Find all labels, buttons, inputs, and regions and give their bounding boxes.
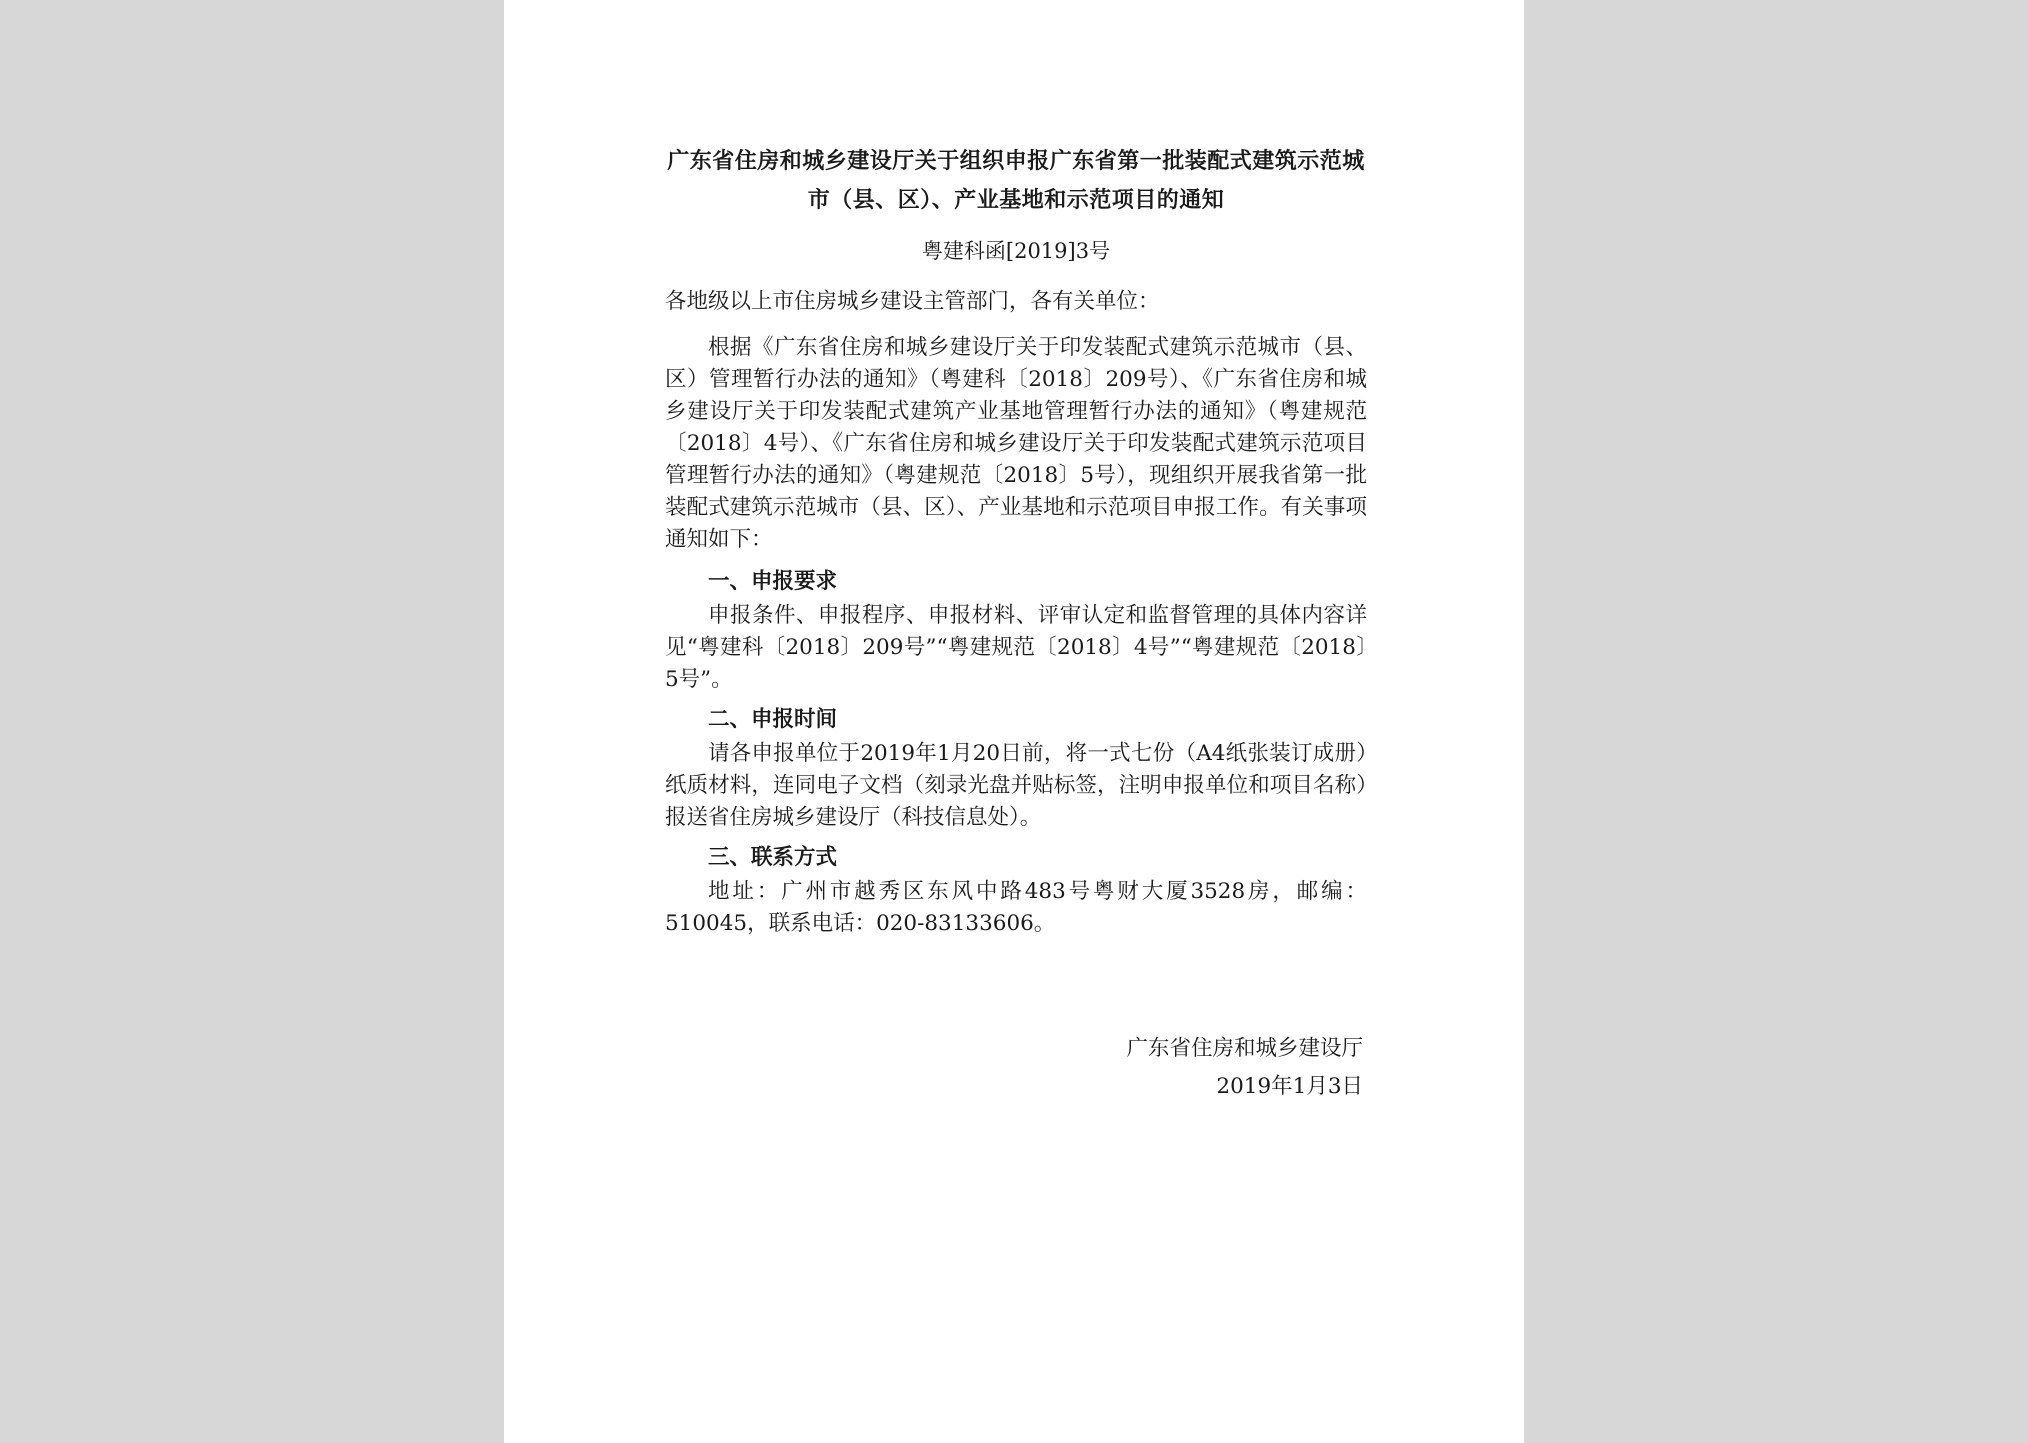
document-page [504,0,1524,1443]
section-body-contact: 地址：广州市越秀区东风中路483号粤财大厦3528房，邮编：510045，联系电话：020-83133606。 [665,879,1367,936]
section-heading-deadline: 二、申报时间 [708,707,838,732]
section-body-deadline: 请各申报单位于2019年1月20日前，将一式七份（A4纸张装订成册）纸质材料，连同电子文档（刻录光盘并贴标签，注明申报单位和项目名称）报送省住房城乡建设厅（科技信息处）。 [665,741,1367,830]
section-heading-requirements: 一、申报要求 [708,569,838,594]
issue-date: 2019年1月3日 [1216,1074,1363,1099]
intro-paragraph: 根据《广东省住房和城乡建设厅关于印发装配式建筑示范城市（县、区）管理暂行办法的通知》（粤建科〔2018〕209号）、《广东省住房和城乡建设厅关于印发装配式建筑产业基地管理暂行办法的通知》（粤建规范〔2018〕4号）、《广东省住房和城乡建设厅关于印发装配式建筑示范项目管理暂行办法的通知》（粤建规范〔2018〕5号），现组织开展我省第一批装配式建筑示范城市（县、区）、产业基地和示范项目申报工作。有关事项通知如下： [665,335,1367,552]
salutation: 各地级以上市住房城乡建设主管部门，各有关单位： [665,289,1160,314]
issuer-name: 广东省住房和城乡建设厅 [1126,1036,1363,1061]
section-body-requirements: 申报条件、申报程序、申报材料、评审认定和监督管理的具体内容详见“粤建科〔2018〕209号”“粤建规范〔2018〕4号”“粤建规范〔2018〕5号”。 [665,603,1367,692]
section-heading-contact: 三、联系方式 [708,845,838,870]
document-body [665,142,1367,940]
signature-block [1126,1030,1363,1106]
document-title: 广东省住房和城乡建设厅关于组织申报广东省第一批装配式建筑示范城市（县、区）、产业基地和示范项目的通知 [667,148,1365,213]
document-number: 粤建科函[2019]3号 [921,239,1111,263]
